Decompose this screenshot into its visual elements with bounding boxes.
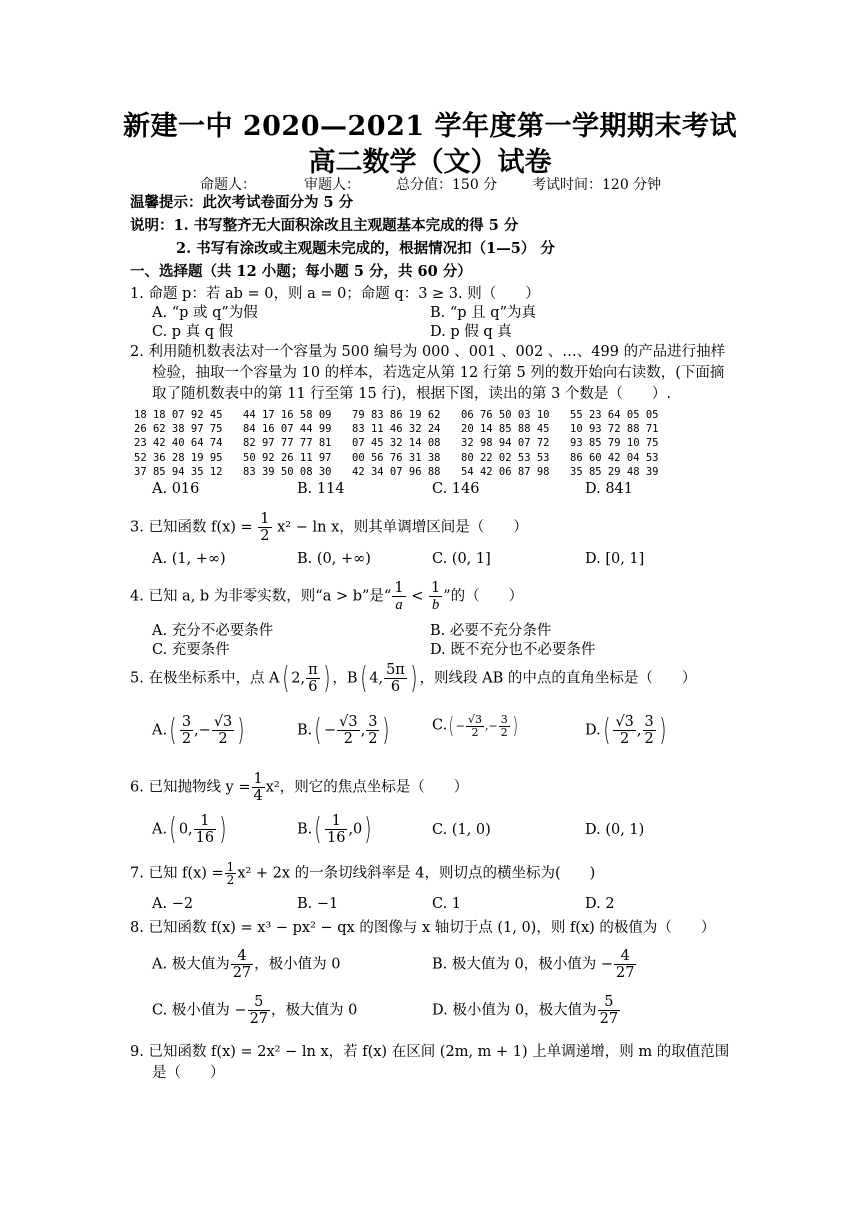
q5-b-n2: 3 bbox=[368, 714, 378, 730]
q7-option-c: C. 1 bbox=[432, 896, 462, 912]
q5-c-frac1 bbox=[466, 714, 484, 739]
q5-a-frac1 bbox=[180, 714, 193, 747]
random-table-cell: 06 76 50 03 10 bbox=[461, 409, 550, 421]
q2-line-3: 取了随机数表中的第 11 行至第 15 行)，根据下图，读出的第 3 个数是（ ）. bbox=[152, 386, 672, 402]
q5-b-label: B. bbox=[297, 722, 313, 739]
q8-option-b bbox=[432, 948, 637, 981]
q8-c-post: ，极大值为 0 bbox=[271, 1002, 358, 1019]
q2-option-a: A. 016 bbox=[152, 481, 200, 497]
exam-time: 考试时间：120 分钟 bbox=[532, 177, 662, 193]
q5-option-b: B.( − $\frac{√3}{2}$ , $\frac{3}{2}$ ) bbox=[297, 712, 390, 748]
q5-fraction-a bbox=[306, 662, 320, 695]
q8-c-pre: C. 极小值为 − bbox=[152, 1002, 247, 1019]
q4-option-d: D. 既不充分也不必要条件 bbox=[430, 642, 596, 658]
q8-c-num: 5 bbox=[248, 994, 270, 1011]
q5-d-frac2 bbox=[643, 714, 656, 747]
q7-numerator: 1 bbox=[226, 860, 235, 874]
q2-line-2: 检验，抽取一个容量为 10 的样本，若选定从第 12 行第 5 列的数开始向右读数，(下面摘 bbox=[152, 365, 725, 381]
random-table-cell: 00 56 76 31 38 bbox=[352, 451, 441, 464]
q5-d-d1: 2 bbox=[620, 731, 630, 747]
q5-b-frac1 bbox=[337, 714, 359, 747]
q8-option-d bbox=[432, 994, 621, 1027]
q6-denominator: 4 bbox=[253, 788, 263, 804]
q8-d-num: 5 bbox=[598, 994, 620, 1011]
q5-a-n1: 3 bbox=[181, 714, 192, 730]
q6-option-d: D. (0, 1) bbox=[585, 822, 645, 838]
q8-b-num: 4 bbox=[614, 948, 636, 965]
q5-a-den: 6 bbox=[308, 679, 318, 695]
q3-stem-pre: 3. 已知函数 f(x) = bbox=[130, 519, 253, 536]
q7-option-a: A. −2 bbox=[152, 896, 194, 912]
random-table-cell: 54 42 06 87 98 bbox=[461, 465, 550, 478]
q8-b-pre: B. 极大值为 0，极小值为 − bbox=[432, 956, 613, 973]
random-table-cell: 23 42 40 64 74 bbox=[134, 437, 223, 450]
q6-option-c: C. (1, 0) bbox=[432, 822, 491, 838]
random-table-cell: 84 16 07 44 99 bbox=[243, 423, 332, 436]
random-table-cell: 37 85 94 35 12 bbox=[134, 465, 223, 478]
q9-line-1: 9. 已知函数 f(x) = 2x² − ln x，若 f(x) 在区间 (2m, m + 1) 上单调递增，则 m 的取值范围 bbox=[130, 1044, 730, 1060]
random-table-cell: 35 85 29 48 39 bbox=[570, 465, 659, 478]
q5-d-frac1 bbox=[613, 714, 635, 747]
q6-fraction bbox=[252, 771, 265, 804]
q5-d-open: ( bbox=[603, 712, 611, 748]
q6-stem-post: x²，则它的焦点坐标是（ ） bbox=[265, 779, 469, 796]
q1-option-c: C. p 真 q 假 bbox=[152, 324, 234, 340]
q7-fraction bbox=[225, 861, 237, 886]
q6-a-open: ( bbox=[169, 811, 177, 847]
q4-numerator-b: 1 bbox=[430, 580, 441, 596]
q5-option-c: C.( − $\frac{√3}{2}$ ,− $\frac{3}{2}$ ) bbox=[432, 713, 518, 739]
q4-stem-post: ”的（ ） bbox=[443, 588, 524, 605]
q5-b-d2: 2 bbox=[368, 731, 378, 747]
explain-1: 说明：1. 书写整齐无大面积涂改且主观题基本完成的得 5 分 bbox=[130, 217, 519, 234]
q5-a-close: ) bbox=[237, 712, 245, 748]
q6-a-close: ) bbox=[219, 811, 227, 847]
random-table-cell: 80 22 02 53 53 bbox=[461, 451, 550, 464]
q2-option-b: B. 114 bbox=[297, 481, 345, 497]
q6-numerator: 1 bbox=[253, 771, 263, 787]
q3-stem bbox=[130, 511, 528, 544]
q4-option-a: A. 充分不必要条件 bbox=[152, 623, 274, 639]
q5-paren-open-b: ( bbox=[359, 660, 367, 696]
q5-b-n1: √3 bbox=[339, 714, 358, 730]
q3-denominator: 2 bbox=[260, 528, 270, 544]
q6-b-num: 1 bbox=[325, 813, 347, 830]
q6-option-a: A.( 0, $\frac{1}{16}$ ) bbox=[152, 811, 227, 847]
q8-b-frac bbox=[614, 948, 636, 981]
q4-denominator-a: a bbox=[395, 597, 403, 613]
q5-c-n2: 3 bbox=[500, 713, 508, 726]
q5-d-label: D. bbox=[585, 722, 601, 739]
exam-subtitle: 高二数学（文）试卷 bbox=[308, 147, 552, 178]
q4-option-b: B. 必要不充分条件 bbox=[430, 623, 552, 639]
q7-stem bbox=[130, 861, 595, 886]
q8-a-den: 27 bbox=[232, 965, 252, 981]
exam-title: 新建一中 2020—2021 学年度第一学期期末考试 bbox=[122, 111, 738, 142]
q5-c-d1: 2 bbox=[471, 726, 479, 739]
q5-a-n2: √3 bbox=[213, 714, 233, 730]
q4-stem bbox=[130, 580, 523, 613]
q4-numerator-a: 1 bbox=[394, 580, 404, 596]
random-table-cell: 86 60 42 04 53 bbox=[570, 451, 659, 464]
q5-stem-mid: ，B bbox=[332, 670, 358, 687]
q1-option-b: B. “p 且 q”为真 bbox=[430, 305, 536, 321]
q5-b-close: ) bbox=[382, 712, 390, 748]
q5-b-d1: 2 bbox=[343, 731, 353, 747]
q5-a-d2: 2 bbox=[218, 731, 228, 747]
random-table-cell: 52 36 28 19 95 bbox=[134, 451, 223, 464]
random-table-cell: 32 98 94 07 72 bbox=[461, 437, 550, 450]
q5-b-num: 5π bbox=[386, 662, 405, 678]
q5-paren-open-a: ( bbox=[281, 660, 289, 696]
q6-option-b: B.( $\frac{1}{16}$ ,0) bbox=[297, 811, 372, 847]
q5-fraction-b bbox=[384, 662, 407, 695]
random-table-cell: 79 83 86 19 62 bbox=[352, 409, 441, 421]
random-table-cell: 20 14 85 88 45 bbox=[461, 423, 550, 436]
q1-option-a: A. “p 或 q”为假 bbox=[152, 305, 258, 321]
q8-c-frac bbox=[248, 994, 270, 1027]
q8-c-den: 27 bbox=[249, 1011, 269, 1027]
q8-b-den: 27 bbox=[615, 965, 635, 981]
q6-a-label: A. bbox=[152, 821, 168, 838]
total-score: 总分值：150 分 bbox=[396, 177, 498, 193]
q8-a-frac bbox=[231, 948, 253, 981]
q6-a-num: 1 bbox=[194, 813, 216, 830]
q7-option-b: B. −1 bbox=[297, 896, 339, 912]
q5-stem-pre: 5. 在极坐标系中，点 A bbox=[130, 670, 280, 687]
q5-a-num: π bbox=[308, 662, 318, 678]
q3-numerator: 1 bbox=[260, 511, 270, 527]
q4-fraction-a bbox=[392, 580, 405, 613]
q3-option-d: D. [0, 1] bbox=[585, 551, 645, 567]
q5-c-frac2 bbox=[499, 714, 510, 739]
q3-stem-post: x² − ln x，则其单调增区间是（ ） bbox=[277, 519, 528, 536]
q5-paren-close-b: ) bbox=[410, 660, 418, 696]
q3-option-a: A. (1, +∞) bbox=[152, 551, 226, 567]
q4-denominator-b: b bbox=[431, 597, 440, 613]
random-table-cell: 07 45 32 14 08 bbox=[352, 437, 441, 450]
q6-stem bbox=[130, 771, 468, 804]
q5-d-close: ) bbox=[659, 712, 667, 748]
q4-stem-pre: 4. 已知 a, b 为非零实数，则“a > b”是“ bbox=[130, 588, 392, 605]
reviewer-label: 审题人： bbox=[304, 177, 360, 193]
q5-c-n1: √3 bbox=[468, 713, 483, 726]
random-table-cell: 82 97 77 77 81 bbox=[243, 437, 332, 450]
q3-option-c: C. (0, 1] bbox=[432, 551, 491, 567]
q5-d-n1: √3 bbox=[615, 714, 634, 730]
random-table-cell: 83 39 50 08 30 bbox=[243, 465, 332, 478]
q4-less-than: < bbox=[411, 588, 424, 605]
random-table-cell: 10 93 72 88 71 bbox=[570, 423, 659, 436]
q5-option-a: A.( $\frac{3}{2}$ ,− $\frac{√3}{2}$ ) bbox=[152, 712, 245, 748]
q1-stem: 1. 命题 p：若 ab = 0，则 a = 0；命题 q：3 ≥ 3. 则（ ） bbox=[130, 286, 540, 302]
q8-option-a bbox=[152, 948, 341, 981]
q5-a-label: A. bbox=[152, 722, 168, 739]
q6-b-label: B. bbox=[297, 821, 313, 838]
q7-stem-pre: 7. 已知 f(x) = bbox=[130, 865, 224, 882]
random-table-cell: 55 23 64 05 05 bbox=[570, 409, 659, 421]
random-table-cell: 18 18 07 92 45 bbox=[134, 409, 223, 421]
q5-d-n2: 3 bbox=[644, 714, 654, 730]
warm-tip: 温馨提示：此次考试卷面分为 5 分 bbox=[130, 194, 354, 211]
random-table-cell: 44 17 16 58 09 bbox=[243, 409, 332, 421]
q5-b-open: ( bbox=[314, 712, 322, 748]
q6-b-close: ) bbox=[364, 811, 372, 847]
q5-c-label: C. bbox=[432, 717, 448, 734]
q5-a-frac2 bbox=[212, 714, 234, 747]
q8-option-c bbox=[152, 994, 357, 1027]
q8-d-frac bbox=[598, 994, 620, 1027]
q3-fraction bbox=[258, 511, 271, 544]
random-table-cell: 26 62 38 97 75 bbox=[134, 423, 223, 436]
q6-b-open: ( bbox=[314, 811, 322, 847]
q7-option-d: D. 2 bbox=[585, 896, 615, 912]
q5-option-d: D.( $\frac{√3}{2}$ , $\frac{3}{2}$ ) bbox=[585, 712, 667, 748]
q5-c-open: ( bbox=[448, 713, 455, 739]
q2-option-d: D. 841 bbox=[585, 481, 634, 497]
q8-a-pre: A. 极大值为 bbox=[152, 956, 230, 973]
q5-c-d2: 2 bbox=[500, 726, 508, 739]
section-heading: 一、选择题（共 12 小题；每小题 5 分，共 60 分） bbox=[130, 263, 472, 280]
q5-a-d1: 2 bbox=[181, 731, 192, 747]
q6-b-den: 16 bbox=[326, 830, 346, 846]
q5-stem bbox=[130, 662, 696, 695]
q6-b-frac bbox=[325, 813, 347, 846]
q8-a-num: 4 bbox=[231, 948, 253, 965]
q5-point-b-r: 4, bbox=[369, 670, 384, 687]
q4-fraction-b bbox=[429, 580, 442, 613]
q5-c-close: ) bbox=[512, 713, 518, 739]
q5-b-frac2 bbox=[366, 714, 379, 747]
q6-a-frac bbox=[194, 813, 216, 846]
q5-stem-post: ，则线段 AB 的中点的直角坐标是（ ） bbox=[419, 670, 697, 687]
q8-d-pre: D. 极小值为 0，极大值为 bbox=[432, 1002, 597, 1019]
q8-stem: 8. 已知函数 f(x) = x³ − px² − qx 的图像与 x 轴切于点 (1, 0)，则 f(x) 的极值为（ ） bbox=[130, 920, 716, 936]
random-table-cell: 50 92 26 11 97 bbox=[243, 451, 332, 464]
q3-option-b: B. (0, +∞) bbox=[297, 551, 371, 567]
q5-d-d2: 2 bbox=[644, 731, 654, 747]
q5-point-a-r: 2, bbox=[291, 670, 306, 687]
q5-a-open: ( bbox=[169, 712, 177, 748]
random-table-cell: 42 34 07 96 88 bbox=[352, 465, 441, 478]
q6-stem-pre: 6. 已知抛物线 y = bbox=[130, 779, 251, 796]
q6-a-den: 16 bbox=[195, 830, 215, 846]
q7-stem-post: x² + 2x 的一条切线斜率是 4，则切点的横坐标为( ) bbox=[237, 865, 596, 882]
q1-option-d: D. p 假 q 真 bbox=[430, 324, 512, 340]
setter-label: 命题人： bbox=[200, 177, 256, 193]
q9-line-2: 是（ ） bbox=[152, 1065, 225, 1081]
q2-option-c: C. 146 bbox=[432, 481, 480, 497]
q5-b-den: 6 bbox=[390, 679, 401, 695]
q7-denominator: 2 bbox=[226, 873, 235, 887]
q8-a-post: ，极小值为 0 bbox=[254, 956, 341, 973]
q4-option-c: C. 充要条件 bbox=[152, 642, 230, 658]
q8-d-den: 27 bbox=[599, 1011, 619, 1027]
explain-2: 2. 书写有涂改或主观题未完成的，根据情况扣（1—5） 分 bbox=[176, 240, 555, 257]
q2-line-1: 2. 利用随机数表法对一个容量为 500 编号为 000 、001 、002 、…、499 的产品进行抽样 bbox=[130, 344, 726, 360]
random-table-cell: 83 11 46 32 24 bbox=[352, 423, 441, 436]
random-table-cell: 93 85 79 10 75 bbox=[570, 437, 659, 450]
q5-paren-close-a: ) bbox=[322, 660, 330, 696]
